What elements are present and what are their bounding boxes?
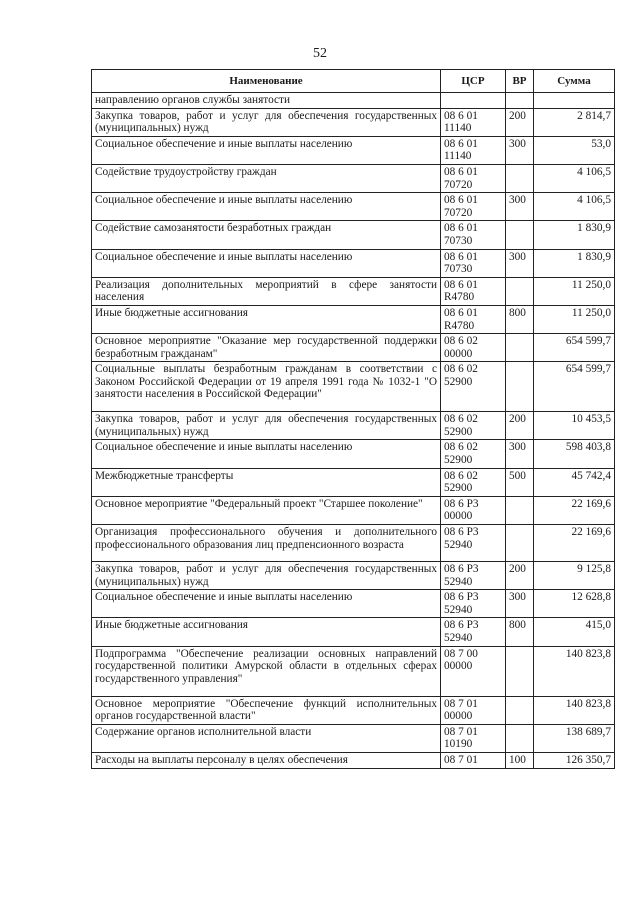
row-code-part2: 70730 (444, 234, 473, 247)
row-vr: 300 (506, 193, 534, 221)
row-code-part2: 70720 (444, 178, 473, 191)
row-sum: 126 350,7 (534, 752, 615, 768)
table-row (92, 590, 615, 618)
row-code-part1: 08 6 P3 (444, 563, 479, 576)
row-name: Закупка товаров, работ и услуг для обеспечения государственных (муниципальных) нужд (92, 108, 441, 136)
row-name: Социальное обеспечение и иные выплаты населению (92, 590, 441, 618)
table-row (92, 618, 615, 646)
row-sum: 4 106,5 (534, 164, 615, 192)
table-row (92, 136, 615, 164)
row-code (441, 440, 506, 468)
row-code-part1: 08 6 02 (444, 335, 478, 348)
row-code (441, 646, 506, 696)
row-code (441, 562, 506, 590)
table-row (92, 562, 615, 590)
header-code: ЦСР (441, 70, 506, 93)
row-code-part2: 10190 (444, 738, 473, 751)
row-code (441, 136, 506, 164)
row-code-part2: R4780 (444, 291, 475, 304)
row-name: Расходы на выплаты персоналу в целях обеспечения (92, 752, 441, 768)
row-code-part1: 08 7 00 (444, 647, 478, 660)
row-vr: 200 (506, 108, 534, 136)
row-code-part2: 52900 (444, 425, 473, 438)
row-code-part1: 08 7 01 (444, 725, 478, 738)
row-name: Социальные выплаты безработным гражданам в соответствии с Законом Российской Федерации от 19 апреля 1991 года № 1032-1 "О занятости населения в Российской Федерации" (92, 362, 441, 412)
row-name: Содержание органов исполнительной власти (92, 724, 441, 752)
row-code (441, 412, 506, 440)
row-code-part2: 00000 (444, 347, 473, 360)
row-code-part2: 52940 (444, 632, 473, 644)
row-code-part1: 08 6 P3 (444, 591, 479, 604)
budget-table (91, 69, 615, 769)
table-row (92, 334, 615, 362)
row-vr (506, 93, 534, 109)
row-name: Содействие самозанятости безработных граждан (92, 221, 441, 249)
row-code-part2: 52900 (444, 454, 473, 467)
row-code-part2: 11140 (444, 150, 472, 163)
table-row (92, 468, 615, 496)
row-code-part2: 52940 (444, 575, 473, 588)
table-row (92, 496, 615, 524)
row-code-part1: 08 7 01 (444, 753, 478, 766)
row-name: Основное мероприятие "Федеральный проект "Старшее поколение" (92, 496, 441, 524)
table-row (92, 752, 615, 768)
row-name: Межбюджетные трансферты (92, 468, 441, 496)
row-vr: 800 (506, 305, 534, 333)
row-vr: 300 (506, 590, 534, 618)
row-sum: 140 823,8 (534, 696, 615, 724)
table-row (92, 412, 615, 440)
row-vr (506, 525, 534, 562)
table-row (92, 249, 615, 277)
header-name: Наименование (92, 70, 441, 93)
row-name: направлению органов службы занятости (92, 93, 441, 109)
row-sum: 9 125,8 (534, 562, 615, 590)
header-sum: Сумма (534, 70, 615, 93)
row-code-part2: 00000 (444, 710, 473, 723)
row-code-part1: 08 6 02 (444, 441, 478, 454)
row-sum: 415,0 (534, 618, 615, 646)
row-code (441, 525, 506, 562)
row-sum: 140 823,8 (534, 646, 615, 696)
row-code-part1: 08 6 02 (444, 413, 478, 426)
row-code-part2: 00000 (444, 660, 473, 673)
row-name: Содействие трудоустройству граждан (92, 164, 441, 192)
row-code (441, 468, 506, 496)
row-vr: 300 (506, 249, 534, 277)
table-row (92, 93, 615, 109)
row-code-part1: 08 6 01 (444, 222, 478, 235)
table-row (92, 221, 615, 249)
row-code-part1: 08 6 P3 (444, 619, 479, 632)
row-name: Подпрограмма "Обеспечение реализации основных направлений государственной политики Амурской области в отдельных сферах государственного управления" (92, 646, 441, 696)
row-sum: 22 169,6 (534, 525, 615, 562)
row-code (441, 618, 506, 646)
row-code (441, 496, 506, 524)
row-code-part1: 08 6 P3 (444, 526, 479, 539)
row-name: Социальное обеспечение и иные выплаты населению (92, 136, 441, 164)
row-code-part1: 08 6 02 (444, 363, 478, 376)
row-vr (506, 334, 534, 362)
row-vr: 200 (506, 562, 534, 590)
row-vr (506, 646, 534, 696)
row-name: Иные бюджетные ассигнования (92, 305, 441, 333)
row-code-part1: 08 6 01 (444, 278, 478, 291)
row-code (441, 93, 506, 109)
row-code (441, 305, 506, 333)
row-code-part1: 08 7 01 (444, 697, 478, 710)
row-sum: 11 250,0 (534, 305, 615, 333)
row-sum: 598 403,8 (534, 440, 615, 468)
row-code-part1: 08 6 P3 (444, 497, 479, 510)
table-row (92, 305, 615, 333)
table-row (92, 164, 615, 192)
row-sum: 22 169,6 (534, 496, 615, 524)
table-row (92, 277, 615, 305)
row-name: Закупка товаров, работ и услуг для обеспечения государственных (муниципальных) нужд (92, 412, 441, 440)
row-vr (506, 362, 534, 412)
row-sum: 10 453,5 (534, 412, 615, 440)
row-code (441, 752, 506, 768)
table-header-row (92, 70, 615, 93)
row-name: Закупка товаров, работ и услуг для обеспечения государственных (муниципальных) нужд (92, 562, 441, 590)
row-code-part2: 52940 (444, 603, 473, 616)
row-code (441, 221, 506, 249)
table-row (92, 362, 615, 412)
row-sum: 654 599,7 (534, 334, 615, 362)
table-row (92, 646, 615, 696)
row-name: Основное мероприятие "Оказание мер государственной поддержки безработным гражданам" (92, 334, 441, 362)
row-vr: 300 (506, 440, 534, 468)
row-sum: 1 830,9 (534, 221, 615, 249)
row-vr (506, 696, 534, 724)
row-code-part2: 11140 (444, 122, 472, 135)
row-code-part2: R4780 (444, 319, 475, 332)
row-code-part2: 52900 (444, 375, 473, 388)
table-row (92, 696, 615, 724)
row-code (441, 724, 506, 752)
row-vr: 300 (506, 136, 534, 164)
row-code-part1: 08 6 01 (444, 137, 478, 150)
row-code-part1: 08 6 01 (444, 109, 478, 122)
row-code (441, 696, 506, 724)
row-code-part2: 52900 (444, 482, 473, 495)
table-row (92, 108, 615, 136)
row-sum (534, 93, 615, 109)
row-vr: 500 (506, 468, 534, 496)
page-number: 52 (313, 46, 327, 61)
row-code-part1: 08 6 02 (444, 469, 478, 482)
row-name: Социальное обеспечение и иные выплаты населению (92, 440, 441, 468)
row-vr (506, 221, 534, 249)
row-vr (506, 496, 534, 524)
row-sum: 11 250,0 (534, 277, 615, 305)
row-sum: 654 599,7 (534, 362, 615, 412)
table-row (92, 193, 615, 221)
row-vr: 100 (506, 752, 534, 768)
row-code (441, 362, 506, 412)
table-body (92, 93, 615, 769)
row-vr (506, 277, 534, 305)
row-sum: 12 628,8 (534, 590, 615, 618)
row-name: Иные бюджетные ассигнования (92, 618, 441, 646)
row-sum: 45 742,4 (534, 468, 615, 496)
row-vr (506, 164, 534, 192)
row-vr: 800 (506, 618, 534, 646)
row-sum: 1 830,9 (534, 249, 615, 277)
row-code (441, 108, 506, 136)
row-vr (506, 724, 534, 752)
row-sum: 138 689,7 (534, 724, 615, 752)
row-vr: 200 (506, 412, 534, 440)
row-name: Социальное обеспечение и иные выплаты населению (92, 249, 441, 277)
row-name: Организация профессионального обучения и дополнительного профессионального образования лиц предпенсионного возраста (92, 525, 441, 562)
row-code (441, 277, 506, 305)
header-vr: ВР (506, 70, 534, 93)
row-sum: 53,0 (534, 136, 615, 164)
row-code-part1: 08 6 01 (444, 165, 478, 178)
row-sum: 2 814,7 (534, 108, 615, 136)
row-code (441, 193, 506, 221)
row-code-part1: 08 6 01 (444, 250, 478, 263)
row-code-part2: 52940 (444, 538, 473, 551)
row-code-part2: 70720 (444, 206, 473, 219)
row-name: Социальное обеспечение и иные выплаты населению (92, 193, 441, 221)
row-code-part1: 08 6 01 (444, 194, 478, 207)
row-sum: 4 106,5 (534, 193, 615, 221)
row-code-part2: 70730 (444, 263, 473, 276)
table-row (92, 440, 615, 468)
row-code-part2: 00000 (444, 510, 473, 523)
row-code (441, 334, 506, 362)
table-row (92, 525, 615, 562)
row-code (441, 590, 506, 618)
row-code (441, 249, 506, 277)
row-name: Реализация дополнительных мероприятий в сфере занятости населения (92, 277, 441, 305)
table-row (92, 724, 615, 752)
row-name: Основное мероприятие "Обеспечение функций исполнительных органов государственной власти" (92, 696, 441, 724)
row-code-part1: 08 6 01 (444, 306, 478, 319)
row-code (441, 164, 506, 192)
